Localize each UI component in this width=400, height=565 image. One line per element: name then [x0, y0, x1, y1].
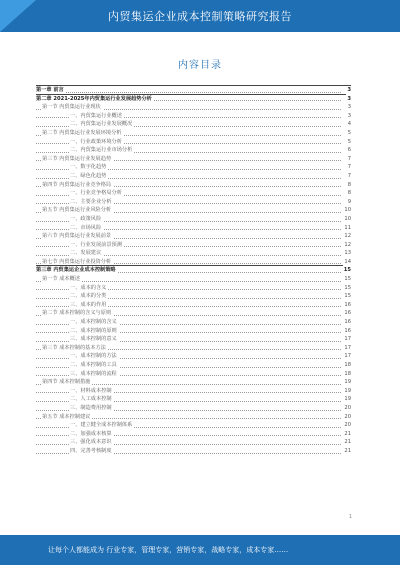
- toc-subsection-entry[interactable]: [36, 447, 351, 456]
- toc-entry-page: 7: [347, 155, 351, 162]
- toc-entry-label: 第二节 成本控制的含义与原则: [42, 310, 112, 317]
- toc-entry-label: 第一节 内贸集运行业现状: [42, 104, 101, 111]
- toc-entry-label: 第三节 成本控制的基本方法: [42, 344, 106, 351]
- page-number: 1: [348, 514, 352, 520]
- toc-subsection-entry[interactable]: [36, 189, 351, 198]
- toc-entry-page: 17: [344, 344, 351, 351]
- toc-subsection-entry[interactable]: [36, 138, 351, 147]
- toc-entry-page: 18: [344, 370, 351, 377]
- toc-entry-page: 3: [347, 104, 351, 111]
- toc-entry-page: 12: [344, 241, 351, 248]
- toc-entry-page: 5: [347, 138, 351, 145]
- toc-entry-page: 6: [347, 147, 351, 154]
- toc-subsection-entry[interactable]: [36, 361, 351, 370]
- toc-entry-label: 第一章 前言: [36, 87, 64, 93]
- toc-entry-page: 20: [344, 422, 351, 429]
- toc-entry-page: 19: [344, 396, 351, 403]
- toc-section-entry[interactable]: [36, 232, 351, 241]
- toc-subsection-entry[interactable]: [36, 352, 351, 361]
- toc-entry-page: 21: [344, 447, 351, 454]
- toc-subsection-entry[interactable]: [36, 395, 351, 404]
- toc-section-entry[interactable]: [36, 129, 351, 138]
- toc-entry-page: 15: [344, 276, 351, 283]
- toc-section-entry[interactable]: [36, 378, 351, 387]
- toc-entry-page: 20: [344, 413, 351, 420]
- toc-entry-label: 一、数字化趋势: [70, 164, 107, 171]
- toc-entry-page: 10: [344, 207, 351, 214]
- toc-entry-label: 一、成本的含义: [70, 284, 107, 291]
- report-header-bar: [0, 0, 400, 32]
- toc-entry-label: 第七节 内贸集运行业投资分析: [42, 258, 112, 265]
- toc-subsection-entry[interactable]: [36, 335, 351, 344]
- table-of-contents: [36, 86, 351, 456]
- toc-entry-page: 16: [344, 301, 351, 308]
- toc-subsection-entry[interactable]: [36, 301, 351, 310]
- toc-entry-page: 4: [347, 121, 351, 128]
- toc-entry-label: 第四节 成本控制措施: [42, 379, 91, 386]
- toc-subsection-entry[interactable]: [36, 215, 351, 224]
- toc-entry-label: 第二章 2021-2025年内贸集运行业发展趋势分析: [36, 95, 152, 102]
- toc-subsection-entry[interactable]: [36, 198, 351, 207]
- toc-entry-label: 一、材料成本控制: [70, 387, 112, 394]
- toc-entry-page: 15: [343, 267, 351, 274]
- toc-entry-label: 二、主要企业分析: [70, 198, 112, 205]
- toc-entry-label: 第五节 内贸集运行业风险分析: [42, 207, 112, 214]
- toc-entry-label: 三、强化成本意识: [70, 439, 112, 446]
- toc-entry-page: 17: [344, 353, 351, 360]
- toc-subsection-entry[interactable]: [36, 224, 351, 233]
- toc-entry-label: 一、建立健全成本控制体系: [70, 422, 133, 429]
- toc-entry-page: 11: [344, 224, 351, 231]
- toc-entry-page: 15: [344, 284, 351, 291]
- toc-chapter-entry[interactable]: [36, 266, 351, 275]
- toc-entry-label: 一、内贸集运行业概述: [70, 112, 122, 119]
- toc-entry-label: 三、成本的作用: [70, 301, 107, 308]
- toc-entry-page: 12: [344, 233, 351, 240]
- toc-entry-page: 9: [347, 198, 351, 205]
- toc-entry-page: 19: [344, 379, 351, 386]
- toc-entry-label: 一、行业政策环境分析: [70, 138, 122, 145]
- toc-entry-label: 二、内贸集运行业发展概况: [70, 121, 133, 128]
- toc-subsection-entry[interactable]: [36, 318, 351, 327]
- toc-section-entry[interactable]: [36, 206, 351, 215]
- toc-subsection-entry[interactable]: [36, 327, 351, 336]
- toc-subsection-entry[interactable]: [36, 146, 351, 155]
- toc-subsection-entry[interactable]: [36, 404, 351, 413]
- toc-entry-page: 21: [344, 439, 351, 446]
- toc-entry-label: 二、市场风险: [70, 224, 102, 231]
- toc-entry-label: 第三章 内贸集运企业成本控制策略: [36, 267, 116, 274]
- toc-entry-page: 14: [344, 258, 351, 265]
- chapter-rule: [36, 85, 351, 86]
- toc-subsection-entry[interactable]: [36, 421, 351, 430]
- toc-entry-label: 第一节 成本概述: [42, 276, 80, 283]
- toc-entry-page: 16: [344, 319, 351, 326]
- toc-entry-label: 一、成本控制的含义: [70, 319, 117, 326]
- toc-entry-page: 7: [347, 164, 351, 171]
- toc-subsection-entry[interactable]: [36, 249, 351, 258]
- toc-section-entry[interactable]: [36, 344, 351, 353]
- toc-entry-page: 8: [347, 181, 351, 188]
- toc-entry-label: 二、成本的分类: [70, 293, 107, 300]
- toc-subsection-entry[interactable]: [36, 163, 351, 172]
- toc-entry-page: 16: [344, 310, 351, 317]
- toc-section-entry[interactable]: [36, 181, 351, 190]
- footer-slogan: 让每个人都能成为 行业专家，管理专家，营销专家，战略专家，成本专家……: [48, 546, 289, 554]
- toc-entry-page: 18: [344, 362, 351, 368]
- toc-entry-label: 二、发展建议: [70, 250, 102, 257]
- toc-subsection-entry[interactable]: [36, 438, 351, 447]
- toc-entry-page: 17: [344, 336, 351, 343]
- toc-subsection-entry[interactable]: [36, 120, 351, 129]
- toc-entry-page: 5: [347, 129, 351, 136]
- toc-entry-label: 第六节 内贸集运行业发展前景: [42, 233, 112, 240]
- toc-leader-dots: [36, 92, 341, 93]
- toc-entry-page: 16: [344, 327, 351, 334]
- toc-entry-page: 3: [347, 87, 351, 93]
- toc-entry-page: 10: [344, 215, 351, 222]
- toc-subsection-entry[interactable]: [36, 241, 351, 250]
- toc-entry-label: 第三节 内贸集运行业发展趋势: [42, 155, 112, 162]
- toc-section-entry[interactable]: [36, 309, 351, 318]
- toc-entry-page: 3: [347, 112, 351, 119]
- toc-subsection-entry[interactable]: [36, 430, 351, 439]
- toc-entry-page: 7: [347, 172, 351, 179]
- toc-entry-page: 8: [347, 190, 351, 197]
- toc-entry-label: 一、政策风险: [70, 215, 102, 222]
- footer-bar: [0, 535, 400, 565]
- toc-entry-label: 第五节 成本控制建议: [42, 413, 91, 420]
- toc-entry-page: 21: [344, 430, 351, 437]
- toc-entry-label: 一、行业竞争格局分析: [70, 190, 122, 197]
- toc-subsection-entry[interactable]: [36, 284, 351, 293]
- toc-subsection-entry[interactable]: [36, 112, 351, 121]
- toc-subsection-entry[interactable]: [36, 370, 351, 379]
- toc-entry-page: 20: [344, 404, 351, 411]
- toc-entry-label: 三、成本控制的流程: [70, 370, 117, 377]
- toc-entry-page: 3: [347, 95, 351, 102]
- toc-entry-label: 三、制造费用控制: [70, 404, 112, 411]
- toc-entry-page: 15: [344, 293, 351, 300]
- toc-section-entry[interactable]: [36, 103, 351, 112]
- toc-entry-label: 第四节 内贸集运行业竞争格局: [42, 181, 112, 188]
- toc-entry-label: 二、成本控制的工具: [70, 362, 117, 368]
- toc-section-entry[interactable]: [36, 413, 351, 422]
- toc-entry-label: 一、行业发展前景预测: [70, 241, 122, 248]
- toc-heading: 内容目录: [178, 60, 222, 71]
- toc-entry-label: 一、成本控制的方法: [70, 353, 117, 360]
- toc-subsection-entry[interactable]: [36, 387, 351, 396]
- chapter-rule: [36, 94, 351, 95]
- toc-subsection-entry[interactable]: [36, 292, 351, 301]
- toc-chapter-entry[interactable]: [36, 95, 351, 104]
- toc-subsection-entry[interactable]: [36, 172, 351, 181]
- toc-entry-label: 二、加强成本核算: [70, 430, 112, 437]
- toc-entry-label: 二、成本控制的原则: [70, 327, 117, 334]
- toc-entry-label: 二、内贸集运行业市场分析: [70, 147, 133, 154]
- toc-entry-label: 二、绿色化趋势: [70, 172, 107, 179]
- toc-entry-label: 第二节 内贸集运行业发展环境分析: [42, 129, 122, 136]
- toc-entry-label: 四、完善考核制度: [70, 447, 112, 454]
- toc-entry-page: 13: [344, 250, 351, 257]
- toc-entry-page: 19: [344, 387, 351, 394]
- toc-entry-label: 二、人工成本控制: [70, 396, 112, 403]
- toc-section-entry[interactable]: [36, 155, 351, 164]
- toc-section-entry[interactable]: [36, 275, 351, 284]
- report-title: 内贸集运企业成本控制策略研究报告: [108, 10, 292, 23]
- toc-entry-label: 三、成本控制的意义: [70, 336, 117, 343]
